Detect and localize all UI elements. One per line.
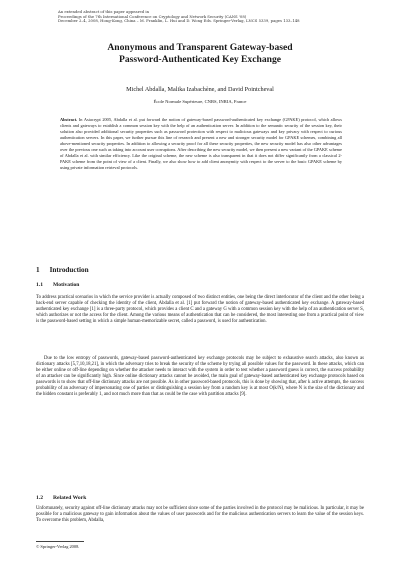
publication-note-line: Proceedings of the 7th International Conference on Cryptology and Network Security (CANS '08) bbox=[58, 13, 247, 19]
paragraph: Unfortunately, security against off-line dictionary attacks may not be sufficient since some of the parties involved in the protocol may be malicious. In particular, it may be possible for a malicious gateway to gain information about the values of user passwords and for the malicious authentication servers to learn the value of the session keys. To overcome this problem, Abdalla, bbox=[36, 506, 364, 524]
subsection-heading bbox=[36, 282, 79, 288]
abstract-text: In Asiacrypt 2005, Abdalla et al. put forward the notion of gateway-based password-authenticated key exchange (GPAKE) protocol, which allows clients and gateways to establish a common session key with the help of an authentication server. In addition to the semantic security of the session key, their solution also provided additional security properties such as password protection with respect to malicious gateways and key privacy with respect to curious authentication servers. In this paper, we further pursue this line of research and present a new and stronger security model for GPAKE schemes, combining all above-mentioned security properties. In addition to allowing a security proof for all these security properties, the new security model has also other advantages over the previous one such as taking into account user corruptions. After describing the new security model, we then present a new variant of the GPAKE scheme of Abdalla et al. with similar efficiency. Like the original scheme, the new scheme is also transparent in that it does not differ significantly from a classical 2-PAKE scheme from the point of view of a client. Finally, we also show how to add client anonymity with respect to the server to the basic GPAKE scheme by using private information retrieval protocols. bbox=[60, 117, 342, 171]
subsection-title: Related Work bbox=[53, 495, 87, 501]
section-title: Introduction bbox=[49, 266, 89, 274]
section-number: 1 bbox=[36, 266, 40, 274]
subsection-heading bbox=[36, 495, 86, 501]
title-line: Anonymous and Transparent Gateway-based bbox=[107, 42, 293, 53]
copyright-notice: © Springer-Verlag 2008. bbox=[36, 544, 80, 549]
abstract-label: Abstract. bbox=[60, 117, 78, 122]
subsection-number: 1.1 bbox=[36, 282, 43, 288]
footnote-rule bbox=[36, 541, 84, 542]
paragraph: To address practical scenarios in which the service provider is actually composed of two distinct entities, one being the direct interlocutor of the client and the other being a back-end server capable of checking the identity of the client, Abdalla et al. [1] put forward the notion of gateway-based authenticated key exchange. A gateway-based authenticated key exchange [1] is a three-party protocol, which provides a client C and a gateway G with a common session key with the help of an authentication server S, which authorizes or not the access for the client. Among the various means of authentication that can be considered, the most interesting one from a practical point of view is the password-based setting in which a simple human-memorizable secret, called a password, is used for authentication. bbox=[36, 295, 364, 325]
subsection-number: 1.2 bbox=[36, 495, 43, 501]
publication-note-line: An extended abstract of this paper appeared in bbox=[58, 9, 150, 14]
paper-title bbox=[40, 42, 360, 66]
authors: Michel Abdalla, Malika Izabachène, and David Pointcheval bbox=[126, 86, 274, 93]
paragraph: Due to the low entropy of passwords, gateway-based password-authenticated key exchange protocols may be subject to exhaustive search attacks, also known as dictionary attacks [5,7,10,18,21], in which the adversary tries to break the security of the scheme by trying all possible values for the password. In these attacks, which can be either online or off-line depending on whether the attacker needs to interact with the system in order to test whether a password guess is correct, the success probability of an attacker can be significantly high. Since online dictionary attacks cannot be avoided, the main goal of gateway-based authenticated key exchange protocols based on passwords is to show that off-line dictionary attacks are not possible. As in other password-based protocols, this is done by showing that, after k active attempts, the success probability of an adversary of impersonating one of parties or distinguishing a session key from a random key is at most O(k/N), where N is the size of the dictionary and the hidden constant is preferably 1, and not much more than that as could be the case with partition attacks [9]. bbox=[36, 356, 364, 398]
subsection-title: Motivation bbox=[53, 282, 80, 288]
title-line: Password-Authenticated Key Exchange bbox=[118, 54, 282, 65]
publication-note-line: December 2–4, 2008, Hong-Kong, China – M. Franklin, L. Hui and D. Wong Eds. Springer-Verlag, LNCS 5339, pages 133–148 bbox=[58, 18, 300, 24]
publication-note bbox=[58, 10, 358, 24]
section-heading bbox=[36, 266, 89, 274]
abstract bbox=[60, 117, 342, 171]
affiliation: École Normale Supérieure, CNRS, INRIA, France bbox=[153, 99, 247, 104]
